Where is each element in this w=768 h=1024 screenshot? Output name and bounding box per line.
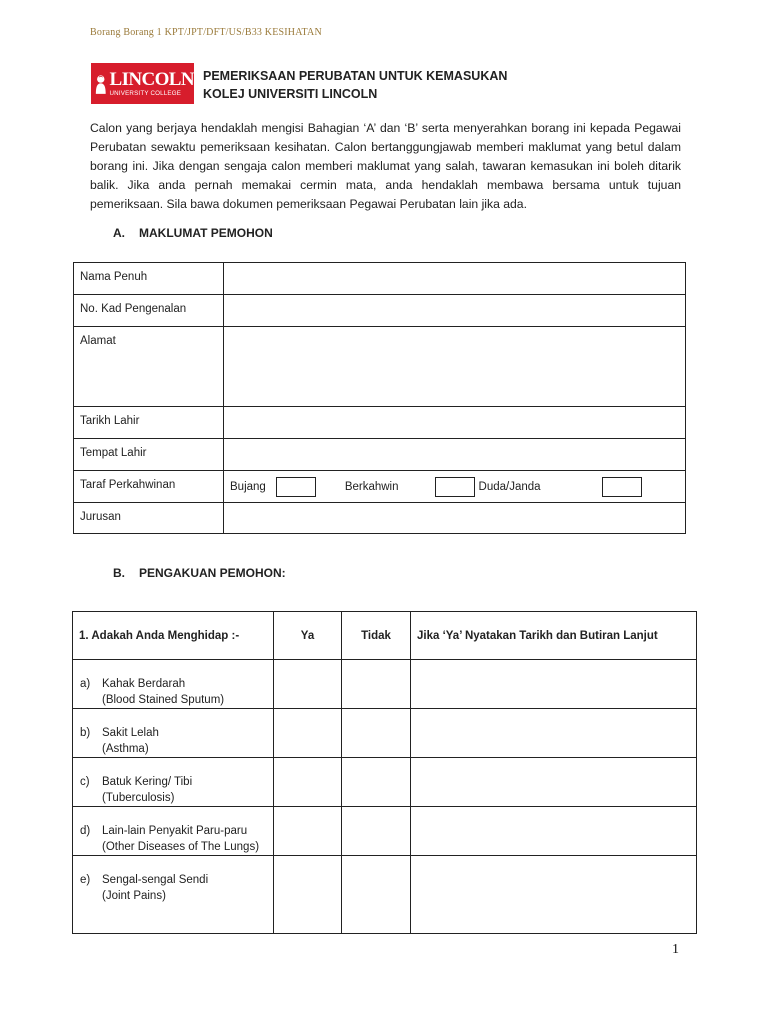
- answer-yes-cell[interactable]: [274, 709, 342, 758]
- details-cell[interactable]: [411, 856, 697, 934]
- header-details: Jika ‘Ya’ Nyatakan Tarikh dan Butiran Lanjut: [411, 612, 697, 660]
- instructions-paragraph: Calon yang berjaya hendaklah mengisi Bahagian ‘A’ dan ‘B’ serta menyerahkan borang ini kepada Pegawai Perubatan sewaktu pemeriksaan kesihatan. Calon bertanggungjawab memberi maklumat yang betul dalam borang ini. Jika dengan sengaja calon memberi maklumat yang salah, tawaran kemasukan ini boleh ditarik balik. Jika anda pernah memakai cermin mata, anda hendaklah membawa bersama untuk tujuan pemeriksaan. Sila bawa dokumen pemeriksaan Pegawai Perubatan lain jika ada.: [90, 121, 681, 211]
- page-number: 1: [672, 942, 679, 957]
- item-english: (Asthma): [102, 743, 149, 755]
- answer-yes-cell[interactable]: [274, 758, 342, 807]
- checkbox-single[interactable]: [276, 477, 316, 497]
- section-a-letter: A.: [113, 226, 125, 240]
- table-row: [73, 758, 697, 807]
- section-b-letter: B.: [113, 566, 125, 580]
- label-marital-status: Taraf Perkahwinan: [74, 471, 224, 503]
- answer-yes-cell[interactable]: [274, 660, 342, 709]
- item-letter: d): [80, 825, 91, 837]
- option-married-label: Berkahwin: [344, 480, 399, 493]
- item-english: (Tuberculosis): [102, 792, 175, 804]
- logo-wordmark: LINCOLN: [109, 68, 194, 90]
- field-birth-place[interactable]: [224, 439, 686, 471]
- header-yes: Ya: [274, 612, 342, 660]
- answer-no-cell[interactable]: [342, 856, 411, 934]
- details-cell[interactable]: [411, 807, 697, 856]
- question-cell: [73, 709, 274, 758]
- item-letter: a): [80, 678, 91, 690]
- label-ic-number: No. Kad Pengenalan: [74, 295, 224, 327]
- item-english: (Joint Pains): [102, 890, 166, 902]
- declaration-table: [72, 611, 697, 934]
- answer-yes-cell[interactable]: [274, 807, 342, 856]
- answer-yes-cell[interactable]: [274, 856, 342, 934]
- label-birth-date: Tarikh Lahir: [74, 407, 224, 439]
- item-letter: e): [80, 874, 91, 886]
- section-b-title: PENGAKUAN PEMOHON:: [139, 566, 286, 580]
- checkbox-widowed[interactable]: [602, 477, 642, 497]
- answer-no-cell[interactable]: [342, 660, 411, 709]
- label-address: Alamat: [74, 327, 224, 407]
- answer-no-cell[interactable]: [342, 709, 411, 758]
- section-b-heading: [113, 566, 286, 580]
- item-malay: Batuk Kering/ Tibi: [102, 776, 193, 788]
- item-malay: Kahak Berdarah: [102, 678, 186, 690]
- header-no: Tidak: [342, 612, 411, 660]
- title-line-2: KOLEJ UNIVERSITI LINCOLN: [203, 87, 378, 101]
- option-single-label: Bujang: [230, 480, 266, 493]
- details-cell[interactable]: [411, 709, 697, 758]
- field-address[interactable]: [224, 327, 686, 407]
- section-a-title: MAKLUMAT PEMOHON: [139, 226, 273, 240]
- item-letter: c): [80, 776, 90, 788]
- field-course[interactable]: [224, 503, 686, 534]
- crest-icon: [94, 67, 108, 101]
- question-cell: [73, 660, 274, 709]
- field-birth-date[interactable]: [224, 407, 686, 439]
- details-cell[interactable]: [411, 660, 697, 709]
- logo-subtitle: UNIVERSITY COLLEGE: [109, 89, 182, 97]
- header-question: 1. Adakah Anda Menghidap :-: [73, 612, 274, 660]
- section-a-heading: [113, 226, 273, 240]
- question-cell: [73, 807, 274, 856]
- details-cell[interactable]: [411, 758, 697, 807]
- title-line-1: PEMERIKSAAN PERUBATAN UNTUK KEMASUKAN: [203, 69, 508, 83]
- item-malay: Lain-lain Penyakit Paru-paru: [102, 825, 248, 837]
- document-reference: Borang Borang 1 KPT/JPT/DFT/US/B33 KESIHATAN: [90, 27, 322, 38]
- item-english: (Blood Stained Sputum): [102, 694, 225, 706]
- label-birth-place: Tempat Lahir: [74, 439, 224, 471]
- question-cell: [73, 758, 274, 807]
- table-row: [73, 856, 697, 934]
- label-course: Jurusan: [74, 503, 224, 534]
- item-letter: b): [80, 727, 91, 739]
- field-ic-number[interactable]: [224, 295, 686, 327]
- item-english: (Other Diseases of The Lungs): [102, 841, 260, 853]
- question-cell: [73, 856, 274, 934]
- lincoln-logo: [91, 63, 194, 104]
- table-row: [73, 709, 697, 758]
- answer-no-cell[interactable]: [342, 758, 411, 807]
- document-title: [203, 67, 507, 103]
- item-malay: Sakit Lelah: [102, 727, 159, 739]
- table-row: [73, 807, 697, 856]
- field-marital-status: [224, 471, 686, 503]
- option-widowed-label: Duda/Janda: [478, 480, 541, 493]
- checkbox-married[interactable]: [435, 477, 475, 497]
- field-full-name[interactable]: [224, 263, 686, 295]
- label-full-name: Nama Penuh: [74, 263, 224, 295]
- item-malay: Sengal-sengal Sendi: [102, 874, 209, 886]
- applicant-info-table: [73, 262, 686, 534]
- answer-no-cell[interactable]: [342, 807, 411, 856]
- table-row: [73, 660, 697, 709]
